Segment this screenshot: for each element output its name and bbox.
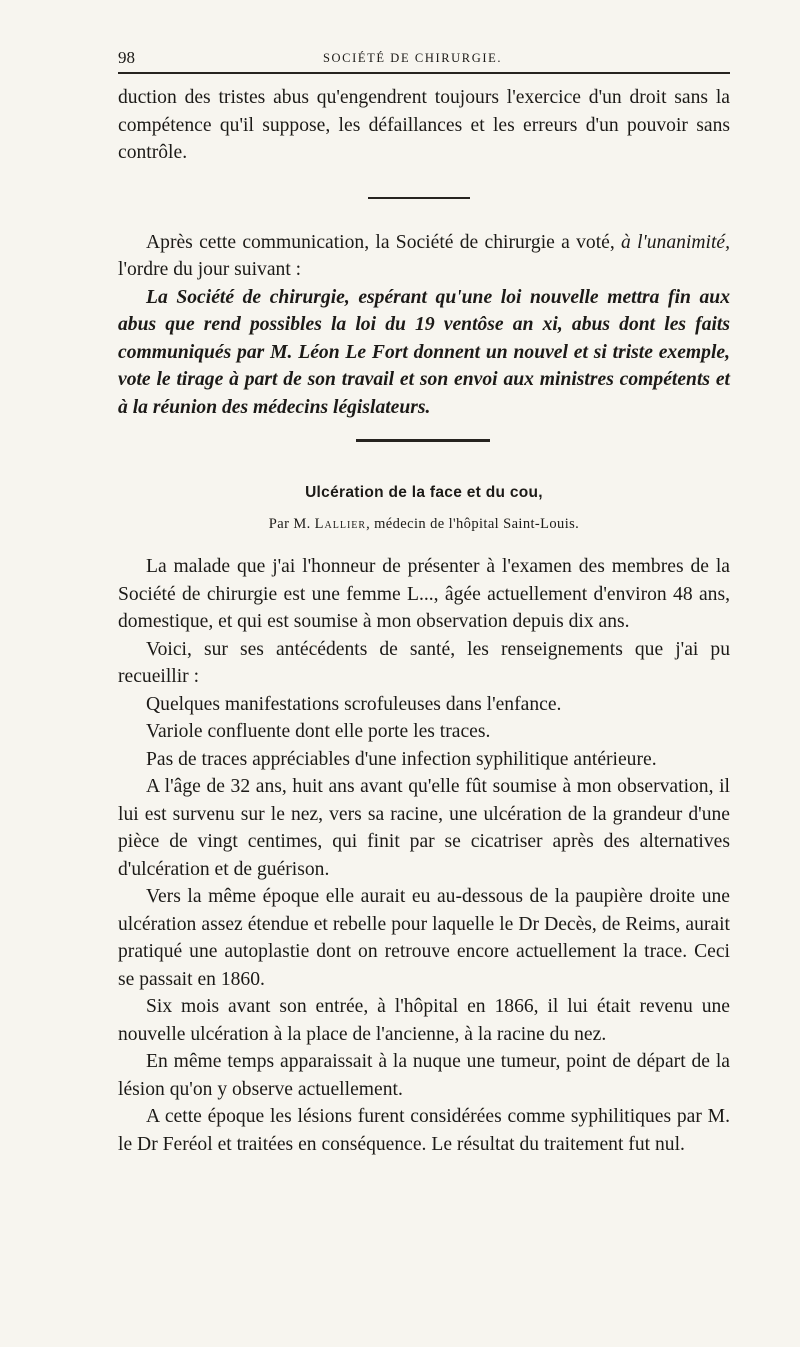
byline-suffix: , médecin de l'hôpital Saint-Louis. [366, 516, 580, 532]
running-head [118, 38, 730, 72]
article-title: Ulcération de la face et du cou, [305, 484, 543, 501]
body-paragraph: Six mois avant son entrée, à l'hôpital en 1866, il lui était revenu une nouvelle ulcération à la place de l'ancienne, à la racine du nez. [118, 996, 730, 1045]
vote-text-after: l'ordre du jour suivant : [118, 259, 302, 280]
body-paragraph: La malade que j'ai l'honneur de présenter à l'examen des membres de la Société de chirurgie est une femme L..., âgée actuellement d'environ 48 ans, domestique, et qui est soumise à mon observation depuis dix ans. [118, 556, 730, 632]
opening-paragraph: duction des tristes abus qu'engendrent toujours l'exercice d'un droit sans la compétence qu'il suppose, les défaillances et les erreurs d'un pouvoir sans contrôle. [118, 87, 730, 163]
vote-text-before: Après cette communication, la Société de chirurgie a voté, [146, 231, 622, 253]
body-paragraph: A cette époque les lésions furent considérées comme syphilitiques par M. le Dr Feréol et traitées en conséquence. Le résultat du traitement fut nul. [118, 1106, 730, 1155]
vote-paragraph [118, 229, 730, 284]
section-separator [368, 197, 470, 199]
body-paragraph: Quelques manifestations scrofuleuses dans l'enfance. [146, 693, 562, 715]
body-paragraph: Pas de traces appréciables d'une infection syphilitique antérieure. [146, 748, 657, 770]
body-paragraph: A l'âge de 32 ans, huit ans avant qu'elle fût soumise à mon observation, il lui est survenu sur le nez, vers sa racine, une ulcération de la grandeur d'une pièce de vingt centimes, qui finit par se cicatriser après des alternatives d'ulcération et de guérison. [118, 776, 730, 880]
byline-prefix: Par M. [268, 516, 315, 532]
article-body [118, 553, 730, 1158]
body-paragraph: Variole confluente dont elle porte les traces. [146, 721, 491, 742]
body-paragraph: En même temps apparaissait à la nuque une tumeur, point de départ de la lésion qu'on y observe actuellement. [118, 1051, 730, 1100]
vote-emphasis: à l'unanimité, [621, 231, 730, 253]
body-paragraph: Voici, sur ses antécédents de santé, les renseignements que j'ai pu recueillir : [118, 638, 730, 687]
header-rule [118, 72, 730, 74]
body-paragraph: Vers la même époque elle aurait eu au-dessous de la paupière droite une ulcération assez étendue et rebelle pour laquelle le Dr Decès, de Reims, aurait pratiqué une autoplastie dont on retrouve encore actuellement la trace. Ceci se passait en 1860. [118, 886, 730, 990]
section-separator [356, 439, 490, 442]
byline-author: Lallier [314, 516, 367, 532]
book-page [118, 38, 730, 1158]
resolution-paragraph: La Société de chirurgie, espérant qu'une loi nouvelle mettra fin aux abus que rend possibles la loi du 19 ventôse an xi, abus dont les faits communiqués par M. Léon Le Fort donnent un nouvel et si triste exemple, vote le tirage à part de son travail et son envoi aux ministres compétents et à la réunion des médecins législateurs. [118, 286, 730, 418]
running-title: SOCIÉTÉ DE CHIRURGIE. [323, 51, 503, 65]
page-number: 98 [118, 48, 135, 67]
article-byline [118, 516, 730, 533]
